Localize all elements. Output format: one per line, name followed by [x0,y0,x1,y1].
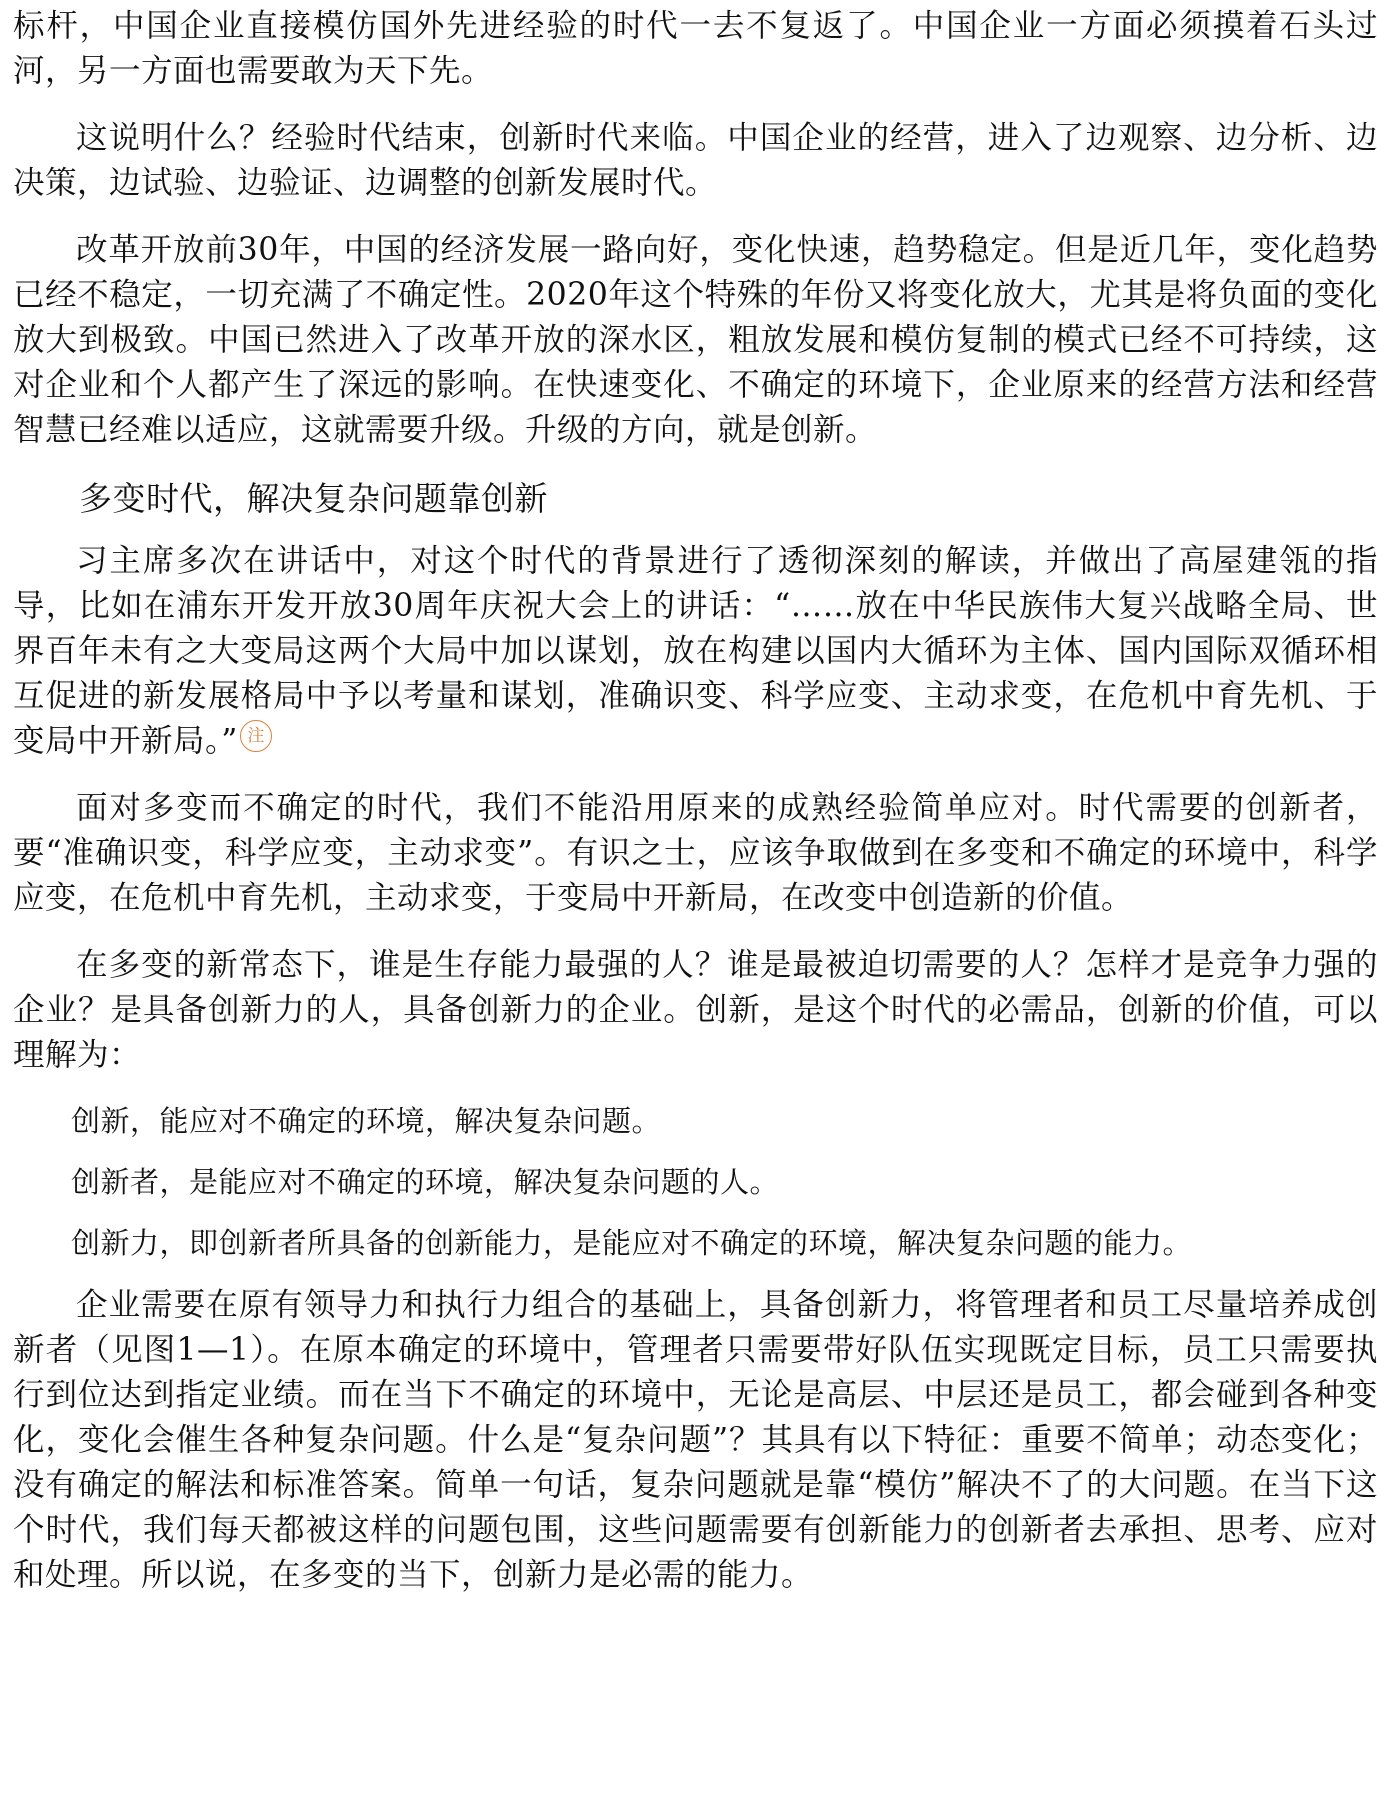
speech-quote-text: 习主席多次在讲话中，对这个时代的背景进行了透彻深刻的解读，并做出了高屋建瓴的指导，比如在浦东开发开放30周年庆祝大会上的讲话：“……放在中华民族伟大复兴战略全局、世界百年未有之大变局这两个大局中加以谋划，放在构建以国内大循环为主体、国内国际双循环相互促进的新发展格局中予以考量和谋划，准确识变、科学应变、主动求变，在危机中育先机、于变局中开新局。” [13,543,1378,759]
section-heading: 多变时代，解决复杂问题靠创新 [79,479,548,518]
paragraph-experience-era-ends: 这说明什么？经验时代结束，创新时代来临。中国企业的经营，进入了边观察、边分析、边决策，边试验、边验证、边调整的创新发展时代。 [13,120,1378,201]
paragraph-continued: 标杆，中国企业直接模仿国外先进经验的时代一去不复返了。中国企业一方面必须摸着石头过河，另一方面也需要敢为天下先。 [13,8,1378,89]
paragraph-uncertain-era: 面对多变而不确定的时代，我们不能沿用原来的成熟经验简单应对。时代需要的创新者，要“准确识变，科学应变，主动求变”。有识之士，应该争取做到在多变和不确定的环境中，科学应变，在危机中育先机，主动求变，于变局中开新局，在改变中创造新的价值。 [13,790,1378,916]
paragraph-reform-opening: 改革开放前30年，中国的经济发展一路向好，变化快速，趋势稳定。但是近几年，变化趋势已经不稳定，一切充满了不确定性。2020年这个特殊的年份又将变化放大，尤其是将负面的变化放大到极致。中国已然进入了改革开放的深水区，粗放发展和模仿复制的模式已经不可持续，这对企业和个人都产生了深远的影响。在快速变化、不确定的环境下，企业原来的经营方法和经营智慧已经难以适应，这就需要升级。升级的方向，就是创新。 [13,232,1378,448]
footnote-marker-icon[interactable]: 注 [240,720,272,752]
paragraph-innovation-value: 在多变的新常态下，谁是生存能力最强的人？谁是最被迫切需要的人？怎样才是竞争力强的企业？是具备创新力的人，具备创新力的企业。创新，是这个时代的必需品，创新的价值，可以理解为： [13,947,1378,1073]
definition-innovator: 创新者，是能应对不确定的环境，解决复杂问题的人。 [71,1165,780,1199]
paragraph-complex-problems: 企业需要在原有领导力和执行力组合的基础上，具备创新力，将管理者和员工尽量培养成创新者（见图1—1）。在原本确定的环境中，管理者只需要带好队伍实现既定目标，员工只需要执行到位达到指定业绩。而在当下不确定的环境中，无论是高层、中层还是员工，都会碰到各种变化，变化会催生各种复杂问题。什么是“复杂问题”？其具有以下特征：重要不简单；动态变化；没有确定的解法和标准答案。简单一句话，复杂问题就是靠“模仿”解决不了的大问题。在当下这个时代，我们每天都被这样的问题包围，这些问题需要有创新能力的创新者去承担、思考、应对和处理。所以说，在多变的当下，创新力是必需的能力。 [13,1287,1378,1593]
book-page [13,4,1378,1620]
paragraph-speech-quote [13,539,1378,764]
definition-innovation: 创新，能应对不确定的环境，解决复杂问题。 [71,1104,662,1138]
definition-innovation-ability: 创新力，即创新者所具备的创新能力，是能应对不确定的环境，解决复杂问题的能力。 [71,1226,1193,1260]
